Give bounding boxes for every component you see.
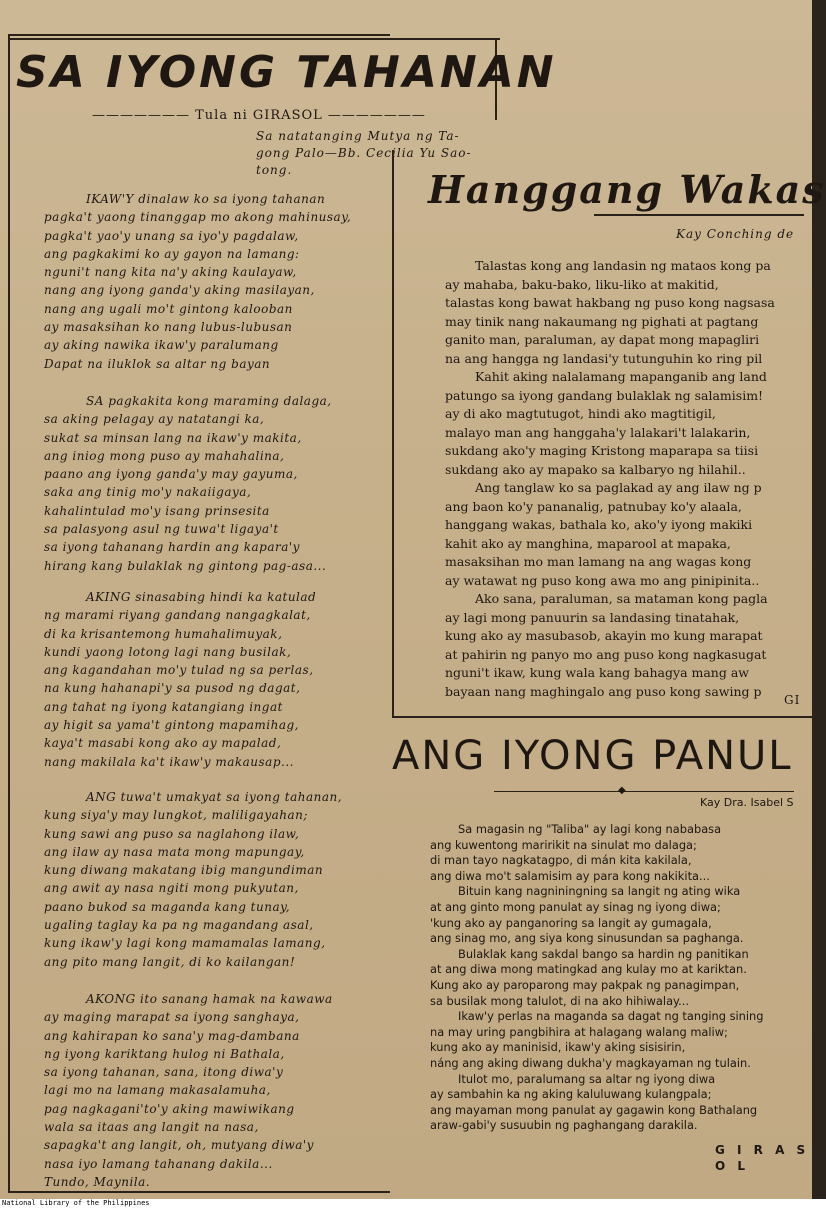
poem-line: ang kagandahan mo'y tulad ng sa perlas, bbox=[44, 663, 314, 678]
text-line: ang baon ko'y pananalig, patnubay ko'y alaala, bbox=[445, 498, 742, 514]
poem-line: pag nagkagani'to'y aking mawiwikang bbox=[44, 1101, 295, 1116]
poem-line: ang kahirapan ko sana'y mag-dambana bbox=[44, 1028, 300, 1043]
wakas-body bbox=[445, 257, 815, 701]
poem-line: nang makilala ka't ikaw'y makausap... bbox=[44, 754, 294, 769]
poem-line: kung sawi ang puso sa naglahong ilaw, bbox=[44, 826, 300, 841]
text-line: 'kung ako ay panganoring sa langit ay gumagala, bbox=[430, 915, 712, 930]
poem-line: sa iyong tahanang hardin ang kapara'y bbox=[44, 540, 300, 555]
poem-line: ng iyong kariktang hulog ni Bathala, bbox=[44, 1046, 285, 1061]
poem-line: ay maging marapat sa iyong sanghaya, bbox=[44, 1010, 300, 1025]
text-line: na ang hangga ng landasi'y tutunguhin ko ring pil bbox=[445, 350, 763, 366]
title-underline bbox=[594, 214, 804, 216]
dedication-line: tong. bbox=[256, 163, 293, 177]
poem-line: AKONG ito sanang hamak na kawawa bbox=[86, 992, 333, 1006]
poem-line: ng marami riyang gandang nangagkalat, bbox=[44, 608, 311, 623]
poem-line: ang pagkakimi ko ay gayon na lamang: bbox=[44, 246, 300, 261]
text-line: Kahit aking nalalamang mapanganib ang land bbox=[475, 369, 767, 384]
poem-title-sa-iyong-tahanan: SA IYONG TAHANAN bbox=[16, 47, 557, 98]
poem-line: hirang kang bulaklak ng gintong pag-asa... bbox=[44, 558, 327, 573]
text-line: Bituin kang nagniningning sa langit ng ating wika bbox=[458, 884, 741, 899]
text-line: araw-gabi'y susuubin ng paghangang darakila. bbox=[430, 1118, 698, 1133]
poem-line: sukat sa minsan lang na ikaw'y makita, bbox=[44, 430, 302, 445]
text-line: nguni't ikaw, kung wala kang bahagya mang aw bbox=[445, 665, 749, 680]
poem-line: IKAW'Y dinalaw ko sa iyong tahanan bbox=[86, 192, 326, 206]
poem-line: ay masaksihan ko nang lubus-lubusan bbox=[44, 320, 293, 335]
text-line: at ang diwa mong matingkad ang kulay mo at kariktan. bbox=[430, 962, 747, 977]
wakas-byline: Kay Conching de bbox=[676, 227, 795, 241]
stanza-3 bbox=[44, 588, 374, 771]
text-line: hanggang wakas, bathala ko, ako'y iyong makiki bbox=[445, 517, 753, 532]
poem-line: paano ang iyong ganda'y may gayuma, bbox=[44, 467, 298, 482]
title-ornament-rule bbox=[494, 791, 794, 792]
poem-line: kahalintulad mo'y isang prinsesita bbox=[44, 503, 270, 518]
panulat-signature: G I R A S O L bbox=[715, 1143, 810, 1173]
poem-line: sa iyong tahanan, sana, itong diwa'y bbox=[44, 1065, 284, 1080]
text-line: náng ang aking diwang dukha'y magkayaman ng tulain. bbox=[430, 1055, 751, 1070]
text-line: Kung ako ay paroparong may pakpak ng panagimpan, bbox=[430, 977, 740, 992]
poem-line: lagi mo na lamang makasalamuha, bbox=[44, 1083, 271, 1098]
poem-line: sa aking pelagay ay natatangi ka, bbox=[44, 412, 265, 427]
text-line: bayaan nang maghingalo ang puso kong sawing p bbox=[445, 683, 762, 699]
poem-line: ang awit ay nasa ngiti mong pukyutan, bbox=[44, 881, 299, 896]
text-line: may tinik nang nakaumang ng pighati at pagtang bbox=[445, 313, 759, 329]
text-line: ang mayaman mong panulat ay gagawin kong Bathalang bbox=[430, 1102, 758, 1117]
wakas-signature: GI bbox=[784, 693, 801, 707]
text-line: malayo man ang hanggaha'y lalakari't lalakarin, bbox=[445, 424, 751, 440]
text-line: ay lagi mong panuurin sa landasing tinatahak, bbox=[445, 609, 740, 625]
text-line: Ang tanglaw ko sa paglakad ay ang ilaw ng p bbox=[475, 480, 762, 495]
poem-line: ay higit sa yama't gintong mapamihag, bbox=[44, 718, 299, 733]
text-line: na may uring pangbihira at halagang walang maliw; bbox=[430, 1024, 728, 1039]
poem-place: Tundo, Maynila. bbox=[44, 1174, 151, 1189]
poem-line: sa palasyong asul ng tuwa't ligaya't bbox=[44, 522, 279, 537]
poem-line: paano bukod sa maganda kang tunay, bbox=[44, 899, 291, 914]
panulat-body bbox=[430, 822, 820, 1134]
poem-line: nasa iyo lamang tahanang dakila... bbox=[44, 1156, 273, 1171]
poem-title-hanggang-wakas: Hanggang Wakas bbox=[428, 167, 826, 212]
poem-line: ang iniog mong puso ay mahahalina, bbox=[44, 448, 285, 463]
dedication-line: gong Palo—Bb. Cecilia Yu Sao- bbox=[256, 146, 472, 160]
poem-line: ang pito mang langit, di ko kailangan! bbox=[44, 954, 296, 969]
poem-line: ang tahat ng iyong katangiang ingat bbox=[44, 699, 283, 714]
poem-line: kaya't masabi kong ako ay mapalad, bbox=[44, 736, 282, 751]
poem-line: pagka't yao'y unang sa iyo'y pagdalaw, bbox=[44, 228, 299, 243]
text-line: talastas kong bawat hakbang ng puso kong nagsasa bbox=[445, 295, 775, 310]
poem-line: ay aking nawika ikaw'y paralumang bbox=[44, 338, 279, 353]
diamond-ornament-icon: ◆ bbox=[618, 785, 626, 796]
text-line: sa busilak mong talulot, di na ako hihiwalay... bbox=[430, 993, 690, 1008]
text-line: ganito man, paraluman, ay dapat mong mapagliri bbox=[445, 332, 760, 347]
text-line: ay di ako magtutugot, hindi ako magtitigil, bbox=[445, 406, 716, 421]
poem-line: kundi yaong lotong lagi nang busilak, bbox=[44, 644, 292, 659]
poem-line: pagka't yaong tinanggap mo akong mahinusay, bbox=[44, 210, 352, 225]
poem-line: kung diwang makatang ibig mangundiman bbox=[44, 863, 324, 878]
poem-line: di ka krisantemong humahalimuyak, bbox=[44, 626, 283, 641]
text-line: Ako sana, paraluman, sa mataman kong pagla bbox=[475, 591, 768, 606]
text-line: kung ako ay maninisid, ikaw'y aking sisisirin, bbox=[430, 1040, 686, 1055]
text-line: sukdang ako ay mapako sa kalbaryo ng hilahil.. bbox=[445, 461, 746, 477]
poem-line: nang ang ugali mo't gintong kalooban bbox=[44, 301, 293, 316]
poem-line: sapagka't ang langit, oh, mutyang diwa'y bbox=[44, 1138, 314, 1153]
text-line: ang diwa mo't salamisim ay para kong nakikita... bbox=[430, 868, 710, 883]
text-line: patungo sa iyong gandang bulaklak ng salamisim! bbox=[445, 387, 764, 403]
text-line: di man tayo nagkatagpo, di mán kita kakilala, bbox=[430, 853, 692, 868]
text-line: sukdang ako'y maging Kristong maparapa sa tiisi bbox=[445, 443, 759, 458]
poem-byline: ——————— Tula ni GIRASOL ——————— bbox=[92, 108, 426, 123]
poem-line: AKING sinasabing hindi ka katulad bbox=[86, 590, 317, 604]
library-credit: National Library of the Philippines bbox=[0, 1199, 826, 1208]
text-line: Itulot mo, paralumang sa altar ng iyong diwa bbox=[458, 1071, 716, 1086]
poem-line: nguni't nang kita na'y aking kaulayaw, bbox=[44, 265, 297, 280]
poem-line: ANG tuwa't umakyat sa iyong tahanan, bbox=[86, 790, 343, 804]
text-line: kung ako ay masubasob, akayin mo kung marapat bbox=[445, 628, 763, 643]
stanza-4 bbox=[44, 788, 374, 971]
text-line: Ikaw'y perlas na maganda sa dagat ng tanging sining bbox=[458, 1009, 764, 1024]
text-line: at pahirin ng panyo mo ang puso kong nagkasugat bbox=[445, 646, 767, 662]
dedication-line: Sa natatanging Mutya ng Ta- bbox=[256, 129, 460, 143]
stanza-2 bbox=[44, 392, 374, 575]
text-line: ang kuwentong maririkit na sinulat mo dalaga; bbox=[430, 837, 697, 852]
text-line: Talastas kong ang landasin ng mataos kong pa bbox=[475, 258, 771, 273]
text-line: Sa magasin ng "Taliba" ay lagi kong nababasa bbox=[458, 822, 722, 836]
poem-line: kung siya'y may lungkot, maliligayahan; bbox=[44, 808, 308, 823]
text-line: Bulaklak kang sakdal bango sa hardin ng panitikan bbox=[458, 946, 749, 961]
text-line: ay mahaba, baku-bako, liku-liko at makitid, bbox=[445, 276, 719, 292]
poem-line: wala sa itaas ang langit na nasa, bbox=[44, 1120, 259, 1135]
text-line: ang sinag mo, ang siya kong sinusundan sa paghanga. bbox=[430, 931, 744, 946]
poem-title-ang-iyong-panulat: ANG IYONG PANUL bbox=[392, 733, 793, 779]
text-line: ay watawat ng puso kong awa mo ang pinipinita.. bbox=[445, 572, 760, 588]
poem-line: saka ang tinig mo'y nakaiigaya, bbox=[44, 485, 252, 500]
text-line: kahit ako ay manghina, maparool at mapaka, bbox=[445, 535, 731, 551]
panulat-byline: Kay Dra. Isabel S bbox=[700, 796, 794, 809]
poem-line: ugaling taglay ka pa ng magandang asal, bbox=[44, 918, 314, 933]
stanza-1 bbox=[44, 190, 374, 373]
poem-line: Dapat na iluklok sa altar ng bayan bbox=[44, 356, 271, 371]
stanza-5 bbox=[44, 990, 374, 1191]
text-line: at ang ginto mong panulat ay sinag ng iyong diwa; bbox=[430, 899, 721, 914]
poem-line: kung ikaw'y lagi kong mamamalas lamang, bbox=[44, 936, 326, 951]
poem-line: na kung hahanapi'y sa pusod ng dagat, bbox=[44, 681, 301, 696]
poem-line: nang ang iyong ganda'y aking masilayan, bbox=[44, 283, 315, 298]
poem-line: SA pagkakita kong maraming dalaga, bbox=[86, 394, 332, 408]
poem-line: ang ilaw ay nasa mata mong mapungay, bbox=[44, 844, 305, 859]
text-line: masaksihan mo man lamang na ang wagas kong bbox=[445, 554, 752, 569]
text-line: ay sambahin ka ng aking kaluluwang kulangpala; bbox=[430, 1087, 712, 1102]
